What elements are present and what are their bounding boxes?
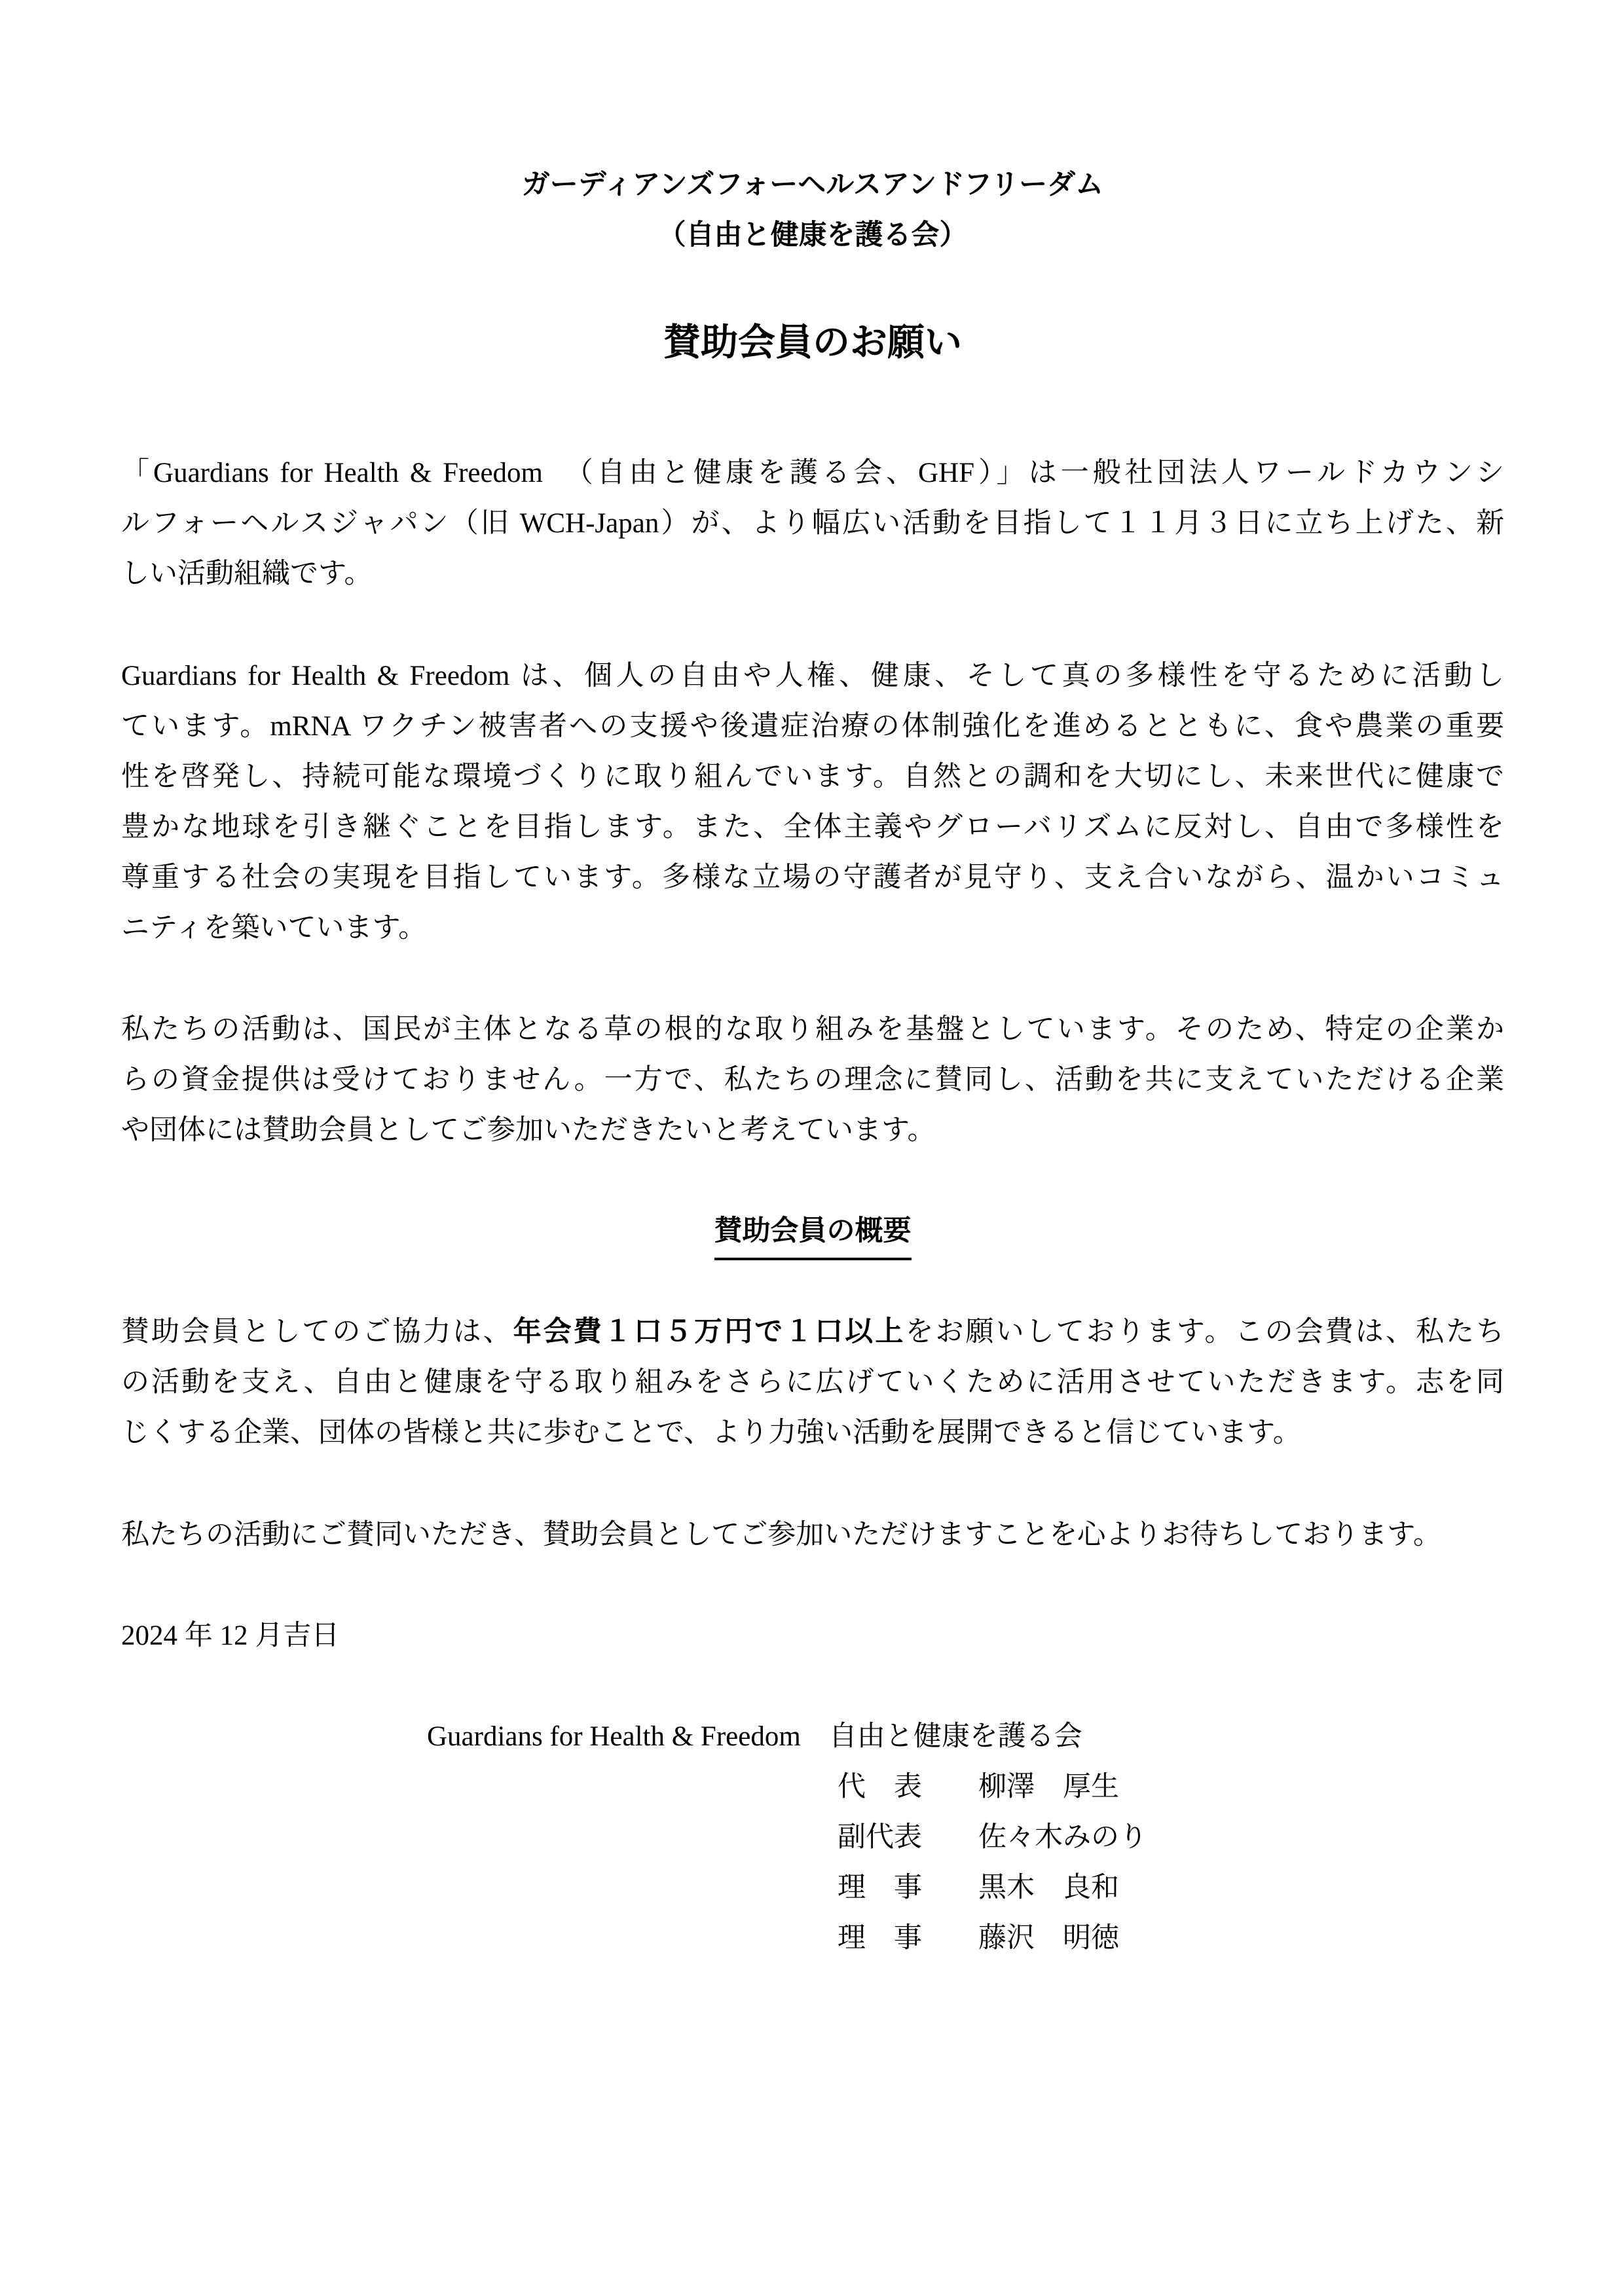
role-label: 理 事 xyxy=(838,1923,922,1954)
fee-line-suffix: をお願いしております。この会費は、私たち xyxy=(905,1317,1505,1347)
signature-role-row xyxy=(838,1762,1504,1812)
role-label: 副代表 xyxy=(838,1822,922,1853)
body-line: ています。mRNA ワクチン被害者への支援や後遺症治療の体制強化を進めるとともに、食や農業の重要 xyxy=(121,711,1504,742)
date-line: 2024 年 12 月吉日 xyxy=(121,1620,340,1651)
fee-line-prefix: 賛助会員としてのご協力は、 xyxy=(121,1317,513,1347)
paragraph-fees xyxy=(121,1307,1504,1458)
paragraph-activities xyxy=(121,651,1504,953)
paragraph-grassroots xyxy=(121,1004,1504,1156)
person-name: 黒木 良和 xyxy=(978,1872,1119,1903)
body-line: 私たちの活動にご賛同いただき、賛助会員としてご参加いただけますことを心よりお待ちしております。 xyxy=(121,1520,1441,1550)
person-name: 柳澤 厚生 xyxy=(978,1772,1119,1802)
body-line: や団体には賛助会員としてご参加いただきたいと考えています。 xyxy=(121,1115,936,1146)
person-name: 佐々木みのり xyxy=(978,1822,1147,1853)
body-line: しい活動組織です。 xyxy=(121,558,373,589)
body-line: 豊かな地球を引き継ぐことを目指します。また、全体主義やグローバリズムに反対し、自由で多様性を xyxy=(121,812,1504,843)
body-line: 私たちの活動は、国民が主体となる草の根的な取り組みを基盤としています。そのため、特定の企業か xyxy=(121,1014,1504,1045)
body-line: ニティを築いています。 xyxy=(121,913,427,943)
body-line: の活動を支え、自由と健康を守る取り組みをさらに広げていくために活用させていただきます。志を同 xyxy=(121,1367,1504,1398)
paragraph-intro xyxy=(121,448,1504,599)
body-line: ルフォーヘルスジャパン（旧 WCH-Japan）が、より幅広い活動を目指して１１月３日に立ち上げた、新 xyxy=(121,508,1504,539)
person-name: 藤沢 明徳 xyxy=(978,1923,1119,1954)
signature-block xyxy=(121,1711,1504,1963)
section-heading-underline: 賛助会員の概要 xyxy=(714,1206,912,1260)
role-label: 代 表 xyxy=(838,1772,922,1802)
body-line xyxy=(121,1307,1504,1357)
body-line: じくする企業、団体の皆様と共に歩むことで、より力強い活動を展開できると信じています。 xyxy=(121,1417,1301,1448)
section-heading xyxy=(121,1206,1504,1256)
org-name-katakana: ガーディアンズフォーヘルスアンドフリーダム xyxy=(521,170,1104,200)
body-line: Guardians for Health & Freedom は、個人の自由や人権、健康、そして真の多様性を守るために活動し xyxy=(121,661,1504,691)
body-line: 「Guardians for Health & Freedom （自由と健康を護る会、GHF）」は一般社団法人ワールドカウンシ xyxy=(121,458,1504,488)
document-title: 賛助会員のお願い xyxy=(663,322,962,363)
org-name-japanese: （自由と健康を護る会） xyxy=(657,220,968,251)
body-line: 性を啓発し、持続可能な環境づくりに取り組んでいます。自然との調和を大切にし、未来世代に健康で xyxy=(121,761,1504,792)
body-line: 尊重する社会の実現を目指しています。多様な立場の守護者が見守り、支え合いながら、温かいコミュ xyxy=(121,862,1504,893)
signature-role-row xyxy=(838,1812,1504,1863)
signature-role-row xyxy=(838,1913,1504,1963)
signature-org-line: Guardians for Health & Freedom 自由と健康を護る会 xyxy=(427,1721,1082,1752)
fee-amount-bold: 年会費１口５万円で１口以上 xyxy=(513,1317,906,1347)
signature-role-row xyxy=(838,1863,1504,1913)
body-line: らの資金提供は受けておりません。一方で、私たちの理念に賛同し、活動を共に支えていただける企業 xyxy=(121,1065,1504,1095)
paragraph-closing xyxy=(121,1510,1504,1560)
role-label: 理 事 xyxy=(838,1872,922,1903)
date-block xyxy=(121,1611,1504,1661)
